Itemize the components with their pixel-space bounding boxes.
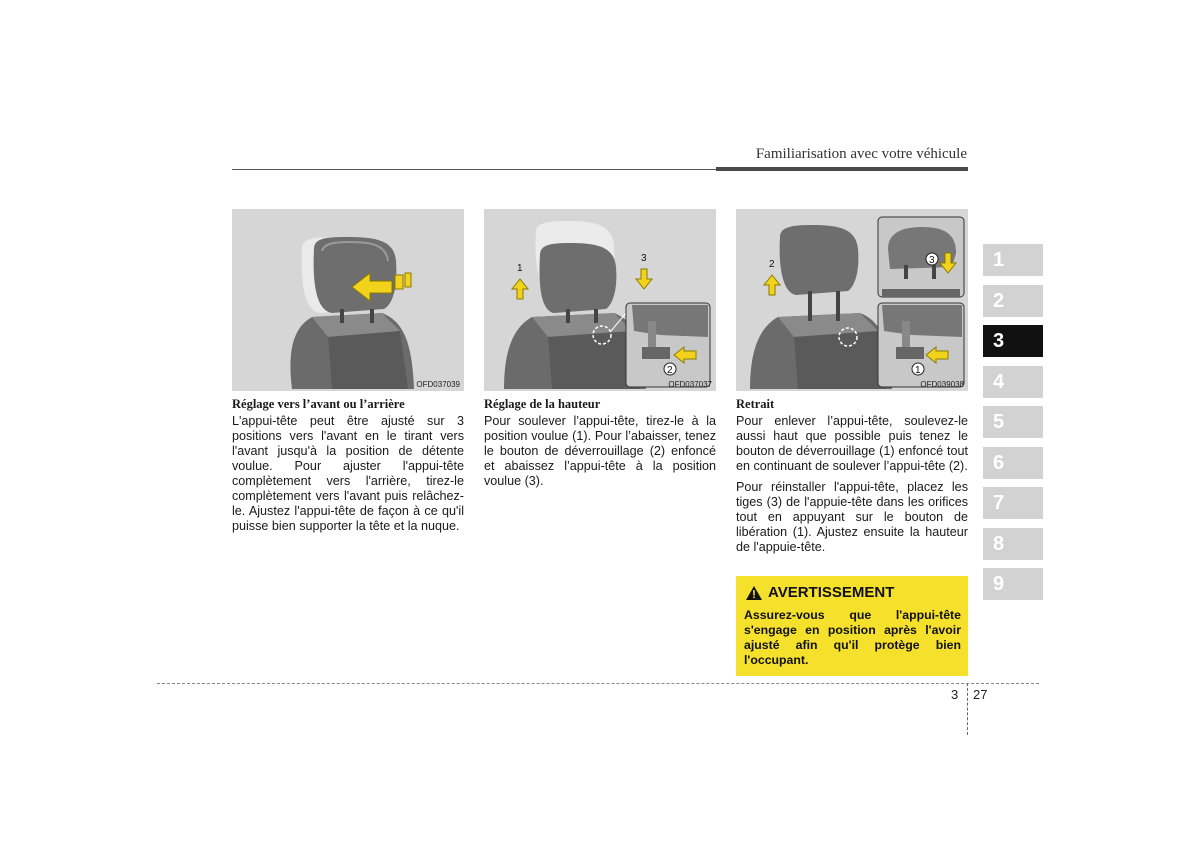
section-paragraph: Pour enlever l’appui-tête, soulevez-le aussi haut que possible puis tenez le bouton de déverrouillage (1) enfoncé tout en continuant de soulever l’appui-tête (2). — [736, 414, 968, 473]
section-title: Réglage de la hauteur — [484, 397, 601, 411]
figure-code: OFD037039 — [416, 380, 460, 389]
chapter-tabs — [983, 244, 1043, 609]
footer-page-divider — [967, 683, 968, 735]
section-title: Réglage vers l’avant ou l’arrière — [232, 397, 405, 411]
footer-divider — [157, 683, 1039, 684]
section-paragraph: Pour réinstaller l'appui-tête, placez les tiges (3) de l'appuie-tête dans les orifices tout en appuyant sur le bouton de libération (1). Ajustez ensuite la hauteur de l'appuie-tête. — [736, 480, 968, 554]
chapter-tab-3[interactable]: 3 — [983, 325, 1043, 357]
page-header-title: Familiarisation avec votre véhicule — [755, 146, 967, 162]
chapter-tab-5[interactable]: 5 — [983, 406, 1043, 438]
section-paragraph: L'appui-tête peut être ajusté sur 3 positions vers l'avant en le tirant vers l'avant jusqu'à la position de détente voulue. Pour ajuster l'appui-tête complètement vers l'arrière, tirez-le complètement vers l'avant puis relâchez-le. Ajustez l'appui-tête de façon à ce qu'il puisse bien supporter la tête et la nuque. — [232, 414, 464, 533]
warning-box — [736, 576, 968, 676]
warning-title: AVERTISSEMENT — [768, 584, 895, 601]
chapter-tab-4[interactable]: 4 — [983, 366, 1043, 398]
header-rule-accent — [716, 167, 968, 171]
section-height — [484, 209, 716, 489]
chapter-tab-1[interactable]: 1 — [983, 244, 1043, 276]
headrest-removal-illustration — [736, 209, 968, 391]
section-title: Retrait — [736, 397, 775, 411]
section-forward-backward — [232, 209, 464, 534]
callout-3: 3 — [641, 253, 647, 264]
figure-code: OFD037037 — [668, 380, 712, 389]
callout-3: 3 — [929, 255, 935, 266]
figure-code: OFD039038 — [920, 380, 964, 389]
callout-1: 1 — [517, 263, 523, 274]
warning-header — [746, 584, 894, 601]
chapter-tab-2[interactable]: 2 — [983, 285, 1043, 317]
callout-1: 1 — [915, 365, 921, 376]
chapter-tab-9[interactable]: 9 — [983, 568, 1043, 600]
chapter-tab-6[interactable]: 6 — [983, 447, 1043, 479]
page-chapter-number: 3 — [951, 687, 959, 702]
chapter-tab-8[interactable]: 8 — [983, 528, 1043, 560]
chapter-tab-7[interactable]: 7 — [983, 487, 1043, 519]
warning-triangle-icon — [746, 586, 762, 600]
callout-2: 2 — [769, 259, 775, 270]
callout-2: 2 — [667, 365, 673, 376]
section-paragraph: Pour soulever l’appui-tête, tirez-le à la position voulue (1). Pour l’abaisser, tenez le bouton de déverrouillage (2) enfoncé et abaissez l’appui-tête à la position voulue (3). — [484, 414, 716, 488]
headrest-forward-illustration — [232, 209, 464, 391]
page-number: 27 — [973, 687, 988, 702]
section-removal — [736, 209, 968, 555]
headrest-height-illustration — [484, 209, 716, 391]
header-rule — [232, 169, 716, 170]
warning-text: Assurez-vous que l'appui-tête s'engage en position après l'avoir ajusté afin qu'il protège bien l'occupant. — [744, 608, 961, 667]
